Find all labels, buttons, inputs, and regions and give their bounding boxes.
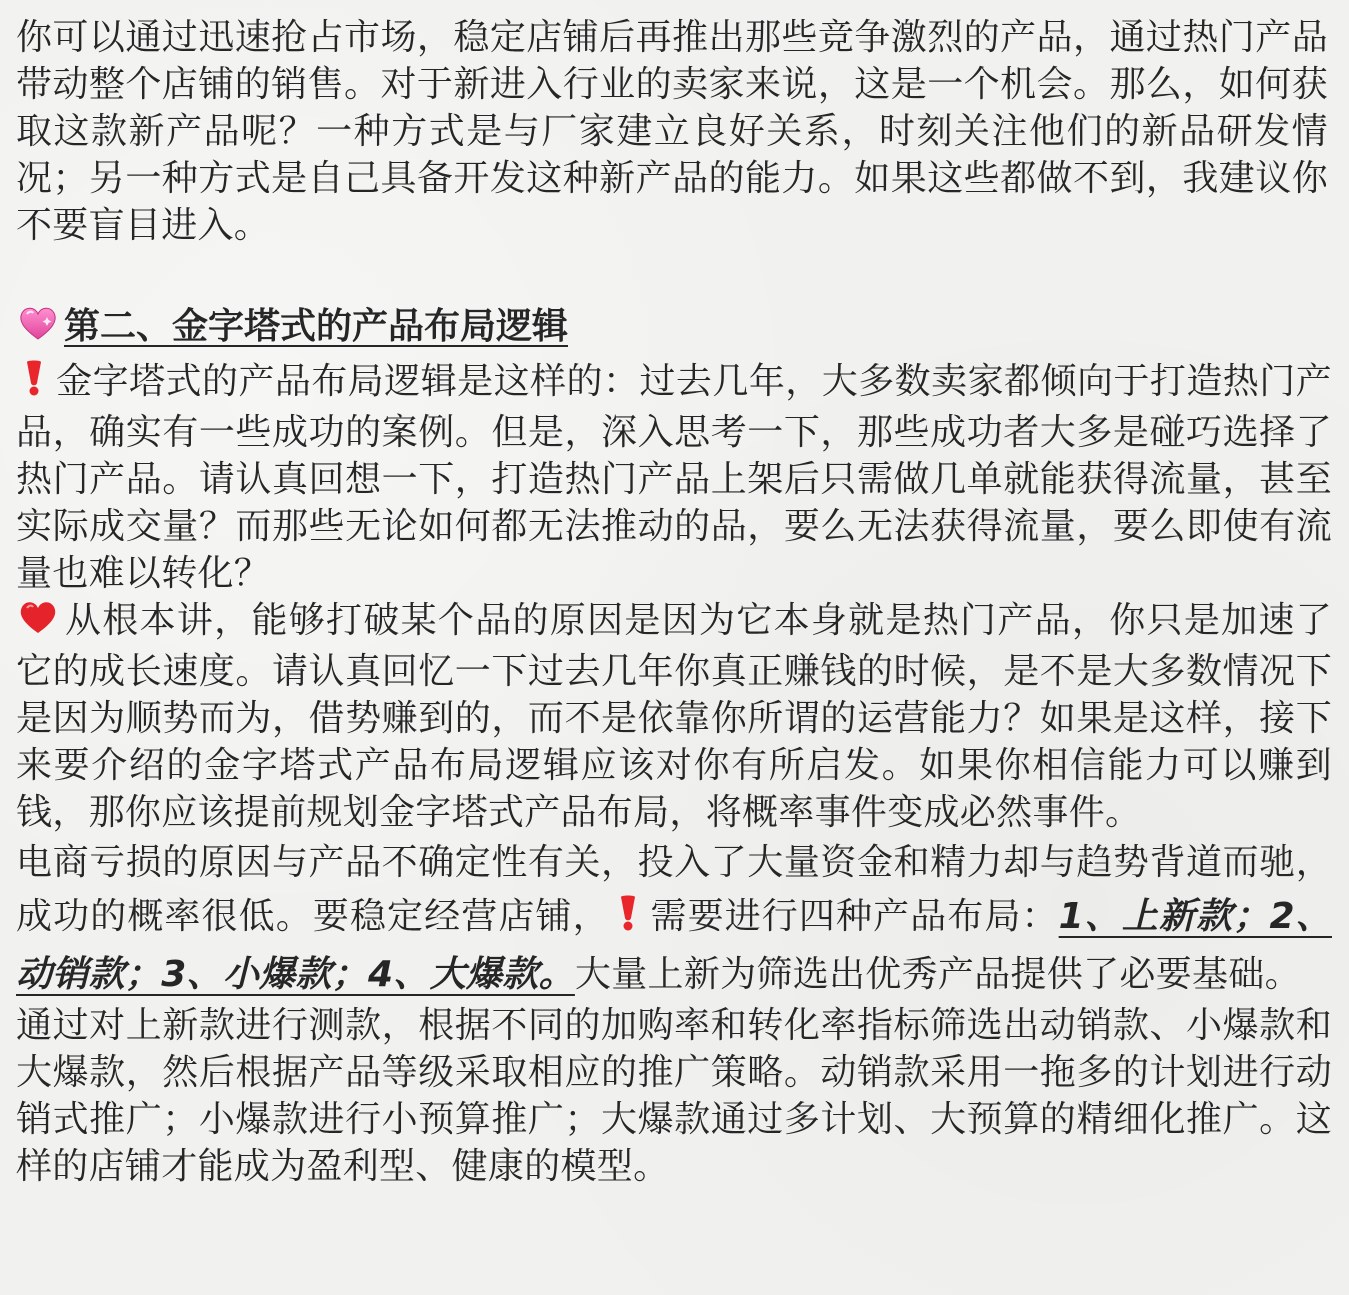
- section-heading-text: 第二、金字塔式的产品布局逻辑: [64, 306, 569, 347]
- paragraph-4: 通过对上新款进行测款，根据不同的加购率和转化率指标筛选出动销款、小爆款和大爆款，然后根据产品等级采取相应的推广策略。动销款采用一拖多的计划进行动销式推广；小爆款进行小预算推广；大爆款通过多计划、大预算的精细化推广。这样的店铺才能成为盈利型、健康的模型。: [16, 1005, 1332, 1187]
- paragraph-3-text-b: 需要进行四种产品布局：: [649, 896, 1059, 937]
- paragraph-1-text: 金字塔式的产品布局逻辑是这样的：过去几年，大多数卖家都倾向于打造热门产品，确实有一些成功的案例。但是，深入思考一下，那些成功者大多是碰巧选择了热门产品。请认真回想一下，打造热门产品上架后只需做几单就能获得流量，甚至实际成交量？而那些无论如何都无法推动的品，要么无法获得流量，要么即使有流量也难以转化？: [16, 361, 1332, 594]
- product-layout-list: 1、上新款；2、动销款；3、小爆款；4、大爆款。: [16, 896, 1332, 995]
- paragraph-3-text-a: 电商亏损的原因与产品不确定性有关，投入了大量资金和精力却与趋势背道而驰，成功的概率很低。要稳定经营店铺，: [16, 842, 1332, 937]
- intro-paragraph: 你可以通过迅速抢占市场，稳定店铺后再推出那些竞争激烈的产品，通过热门产品带动整个店铺的销售。对于新进入行业的卖家来说，这是一个机会。那么，如何获取这款新产品呢？一种方式是与厂家建立良好关系，时刻关注他们的新品研发情况；另一种方式是自己具备开发这种新产品的能力。如果这些都做不到，我建议你不要盲目进入。: [16, 17, 1328, 246]
- paragraph-3: [16, 836, 1332, 1002]
- paragraph-2: [16, 597, 1332, 836]
- exclamation-mark-icon: [610, 894, 646, 948]
- red-heart-icon: [16, 598, 60, 648]
- paragraph-1: [16, 358, 1332, 597]
- paragraph-2-text: 从根本讲，能够打破某个品的原因是因为它本身就是热门产品，你只是加速了它的成长速度。请认真回忆一下过去几年你真正赚钱的时候，是不是大多数情况下是因为顺势而为，借势赚到的，而不是依靠你所谓的运营能力？如果是这样，接下来要介绍的金字塔式产品布局逻辑应该对你有所启发。如果你相信能力可以赚到钱，那你应该提前规划金字塔式产品布局，将概率事件变成必然事件。: [16, 600, 1332, 833]
- paragraph-3-text-c: 大量上新为筛选出优秀产品提供了必要基础。: [574, 954, 1301, 995]
- exclamation-mark-icon: [16, 359, 52, 409]
- section-body: [16, 358, 1332, 1190]
- section-heading: [16, 302, 568, 356]
- sparkling-heart-icon: [16, 304, 60, 356]
